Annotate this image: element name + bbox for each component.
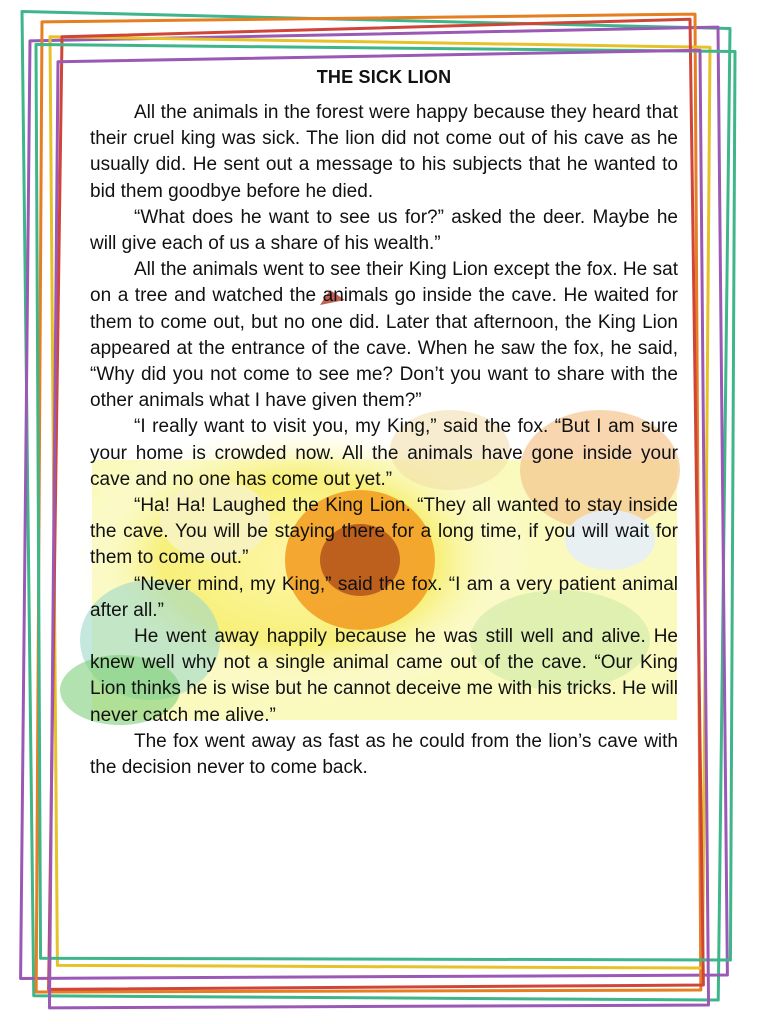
story-page <box>90 64 678 781</box>
story-paragraph: All the animals in the forest were happy because they heard that their cruel king was sick. The lion did not come out of his cave as he usually did. He sent out a message to his subjects that he wanted to bid them goodbye before he died. <box>90 102 678 202</box>
story-paragraph: “I really want to visit you, my King,” said the fox. “But I am sure your home is crowded now. All the animals have gone inside your cave and no one has come out yet.” <box>90 416 678 490</box>
story-paragraph: “Never mind, my King,” said the fox. “I am a very patient animal after all.” <box>90 573 678 621</box>
story-paragraph: “What does he want to see us for?” asked the deer. Maybe he will give each of us a share of his wealth.” <box>90 206 678 255</box>
story-title: THE SICK LION <box>316 67 452 87</box>
story-paragraph: He went away happily because he was still well and alive. He knew well why not a single animal came out of the cave. “Our King Lion thinks he is wise but he cannot deceive me with his tricks. He will never catch me alive.” <box>90 626 678 726</box>
story-paragraph: The fox went away as fast as he could from the lion’s cave with the decision never to come back. <box>90 730 678 779</box>
story-paragraph: “Ha! Ha! Laughed the King Lion. “They all wanted to stay inside the cave. You will be staying there for a long time, if you will wait for them to come out.” <box>90 495 678 569</box>
story-paragraph: All the animals went to see their King Lion except the fox. He sat on a tree and watched the animals go inside the cave. He waited for them to come out, but no one did. Later that afternoon, the King Lion appeared at the entrance of the cave. When he saw the fox, he said, “Why did you not come to see me? Don’t you want to share with the other animals what I have given them?” <box>90 259 678 412</box>
